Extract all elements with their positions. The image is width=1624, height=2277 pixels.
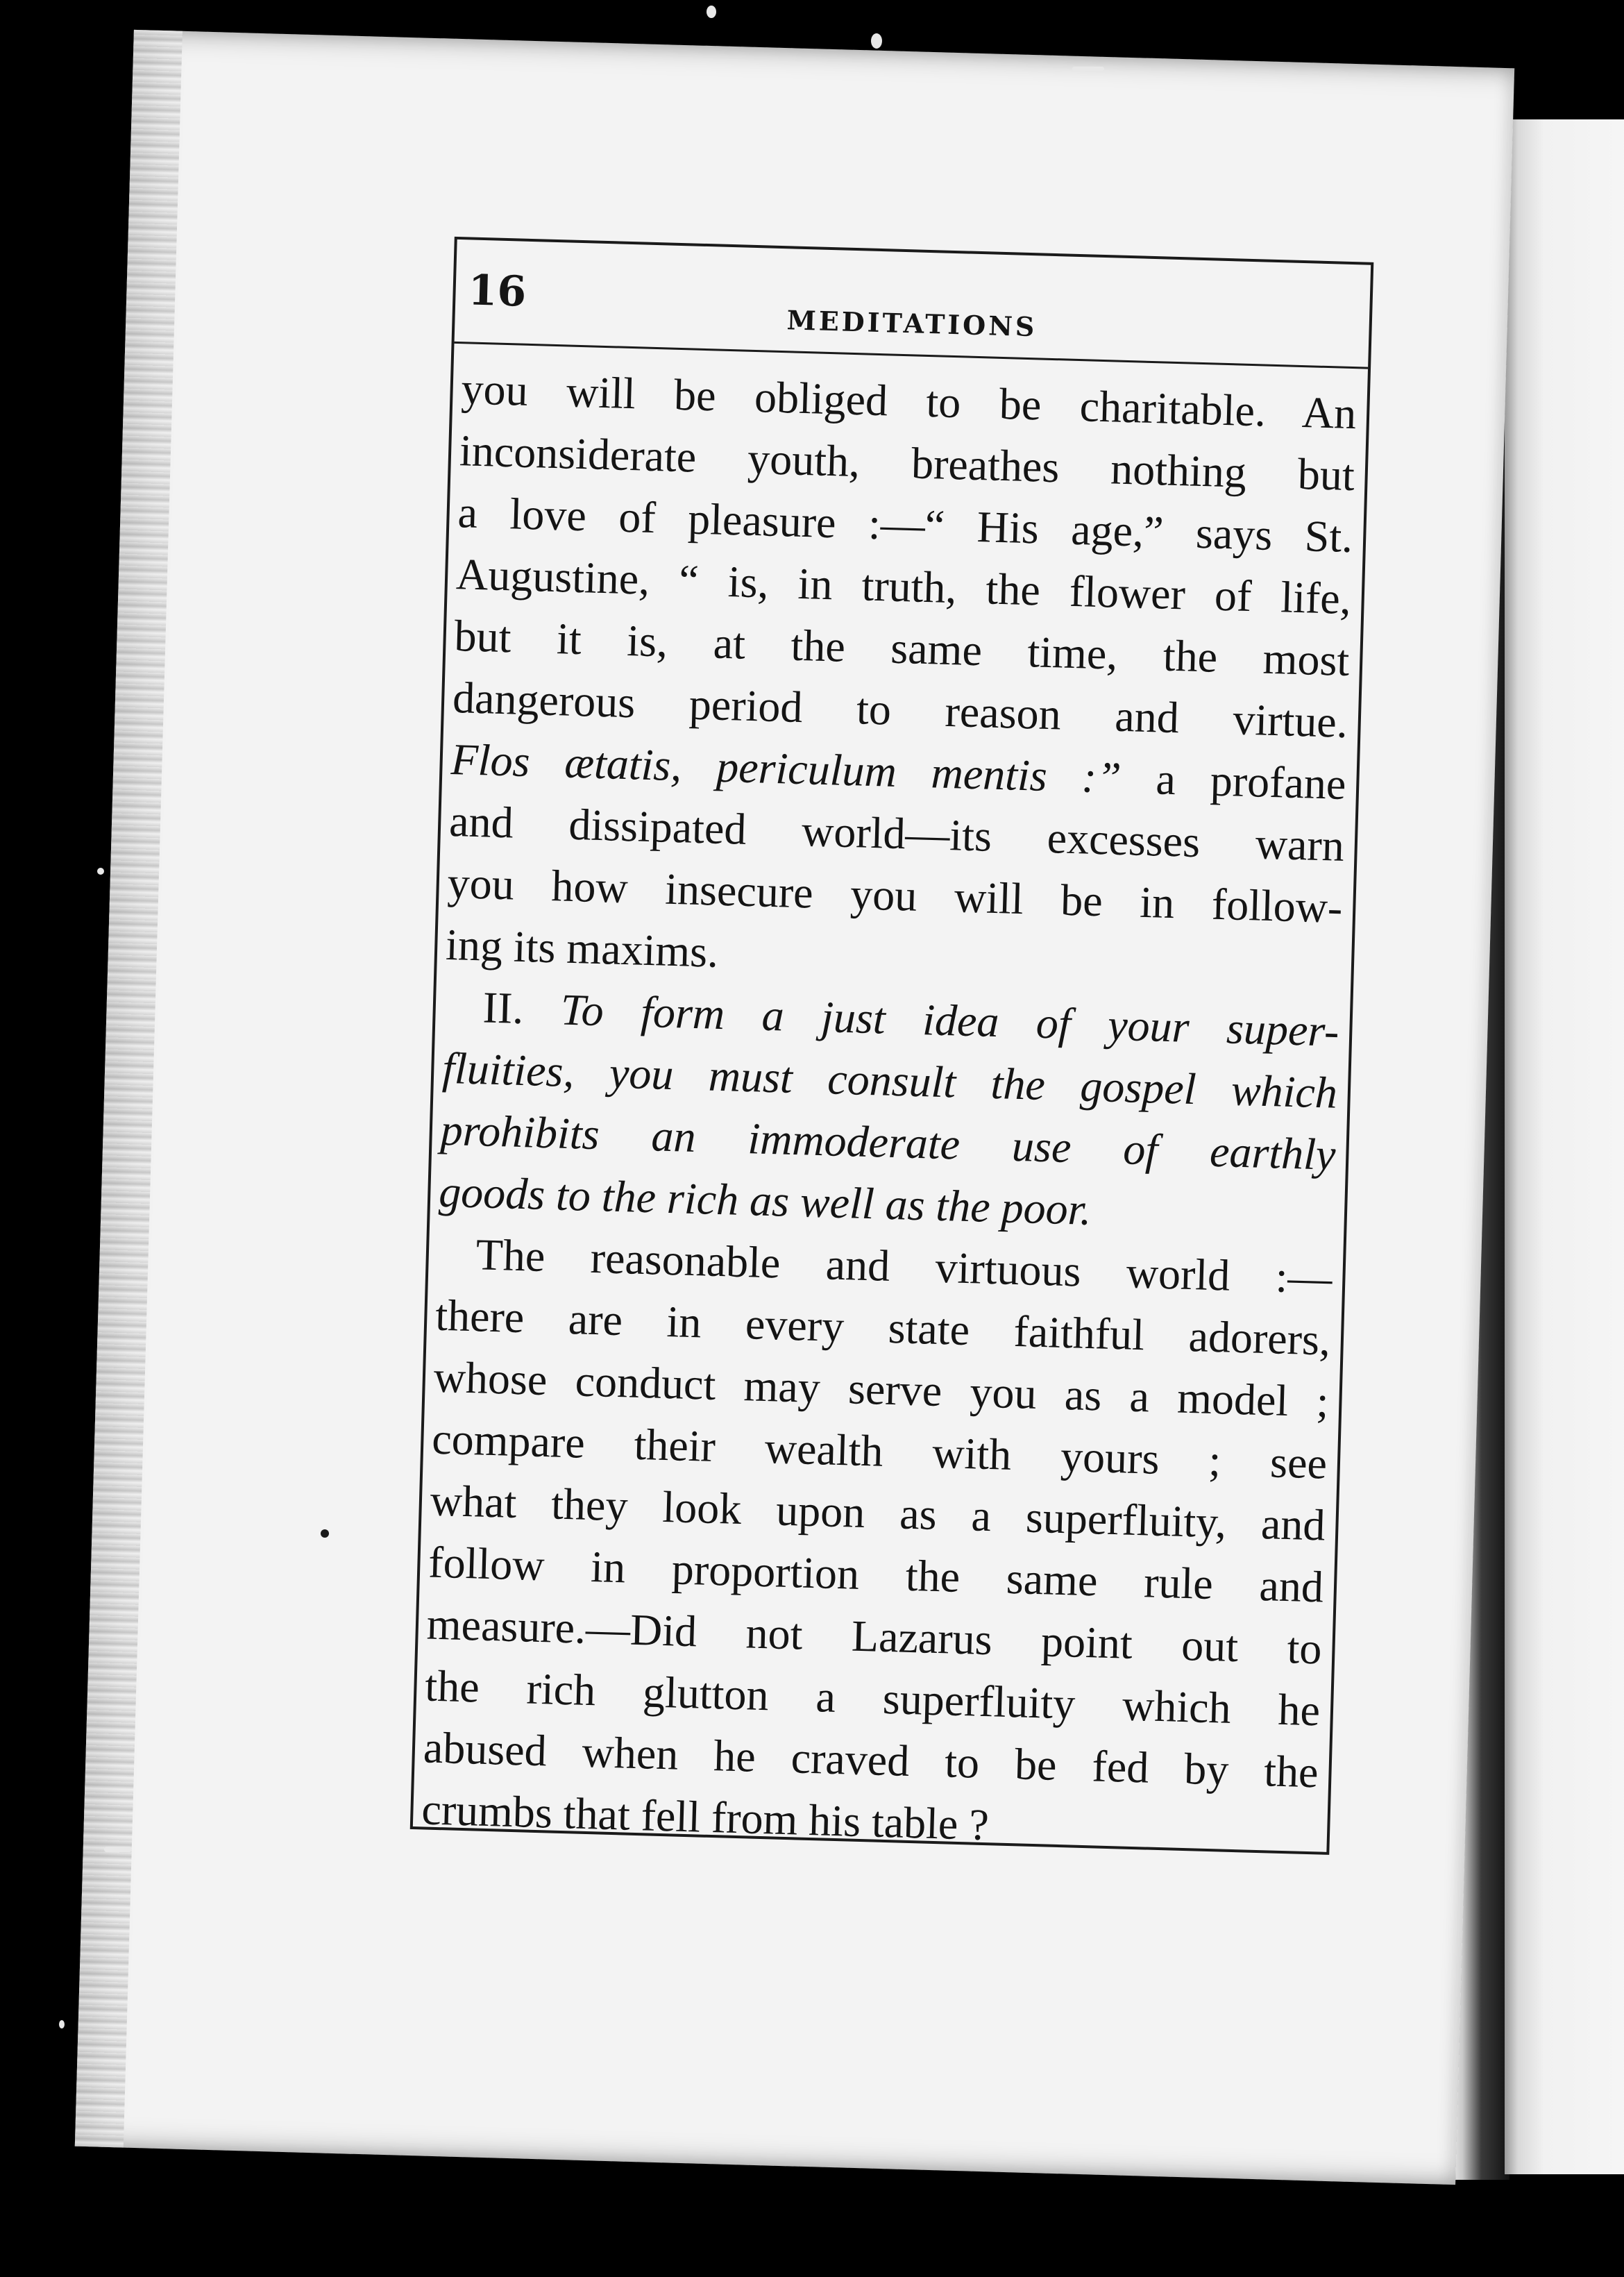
- scan-speck: [97, 868, 104, 875]
- running-head: [455, 240, 1371, 369]
- text-line: compare their wealth with yours ; see: [431, 1413, 1328, 1488]
- text-line: follow in proportion the same rule and: [428, 1537, 1324, 1612]
- italic-phrase: Flos ætatis, periculum mentis :”: [450, 734, 1122, 803]
- scan-speck: [871, 33, 882, 49]
- running-title: MEDITATIONS: [786, 304, 1038, 343]
- text-frame: [410, 237, 1374, 1855]
- text-line: ing its maxims.: [445, 919, 720, 977]
- text-line: The reasonable and virtuous world :—: [475, 1229, 1333, 1303]
- scan-speck: [1072, 67, 1104, 71]
- text-line: fluities, you must consult the gospel which: [441, 1043, 1338, 1118]
- body-text: [421, 358, 1357, 1865]
- scan-speck: [707, 6, 716, 18]
- italic-phrase: To form a just idea of your super-: [560, 984, 1340, 1056]
- text-line: there are in every state faithful adorers,: [434, 1290, 1331, 1365]
- scan-speck: [104, 1847, 132, 1852]
- text-line: abused when he craved to be fed by the: [423, 1722, 1319, 1797]
- page-number: 16: [467, 266, 527, 317]
- book-page: [75, 30, 1514, 2185]
- section-numeral: II.: [482, 982, 562, 1034]
- text-line: but it is, at the same time, the most: [453, 611, 1351, 686]
- scan-speck: [59, 2020, 65, 2028]
- text-run: a profane: [1120, 753, 1347, 809]
- text-line: inconsiderate youth, breathes nothing but: [459, 426, 1355, 501]
- text-line: you how insecure you will be in follow-: [446, 857, 1344, 932]
- scan-speck: [321, 1529, 329, 1538]
- text-line: the rich glutton a superfluity which he: [424, 1661, 1321, 1736]
- text-line: a love of pleasure :—“ His age,” says St.: [457, 487, 1354, 562]
- text-line: dangerous period to reason and virtue.: [452, 673, 1348, 748]
- text-line: measure.—Did not Lazarus point out to: [426, 1599, 1323, 1674]
- adjacent-page: [1505, 119, 1624, 2174]
- text-line: what they look upon as a superfluity, and: [429, 1475, 1326, 1550]
- page-edge: [75, 30, 183, 2148]
- text-line: whose conduct may serve you as a model ;: [432, 1352, 1330, 1427]
- text-line: and dissipated world—its excesses warn: [448, 796, 1345, 871]
- text-line: crumbs that fell from his table ?: [421, 1784, 990, 1850]
- text-line: you will be obliged to be charitable. An: [460, 364, 1357, 439]
- text-line: goods to the rich as well as the poor.: [438, 1166, 1092, 1234]
- text-line: Augustine, “ is, in truth, the flower of life,: [455, 549, 1352, 624]
- text-line: prohibits an immoderate use of earthly: [439, 1104, 1337, 1179]
